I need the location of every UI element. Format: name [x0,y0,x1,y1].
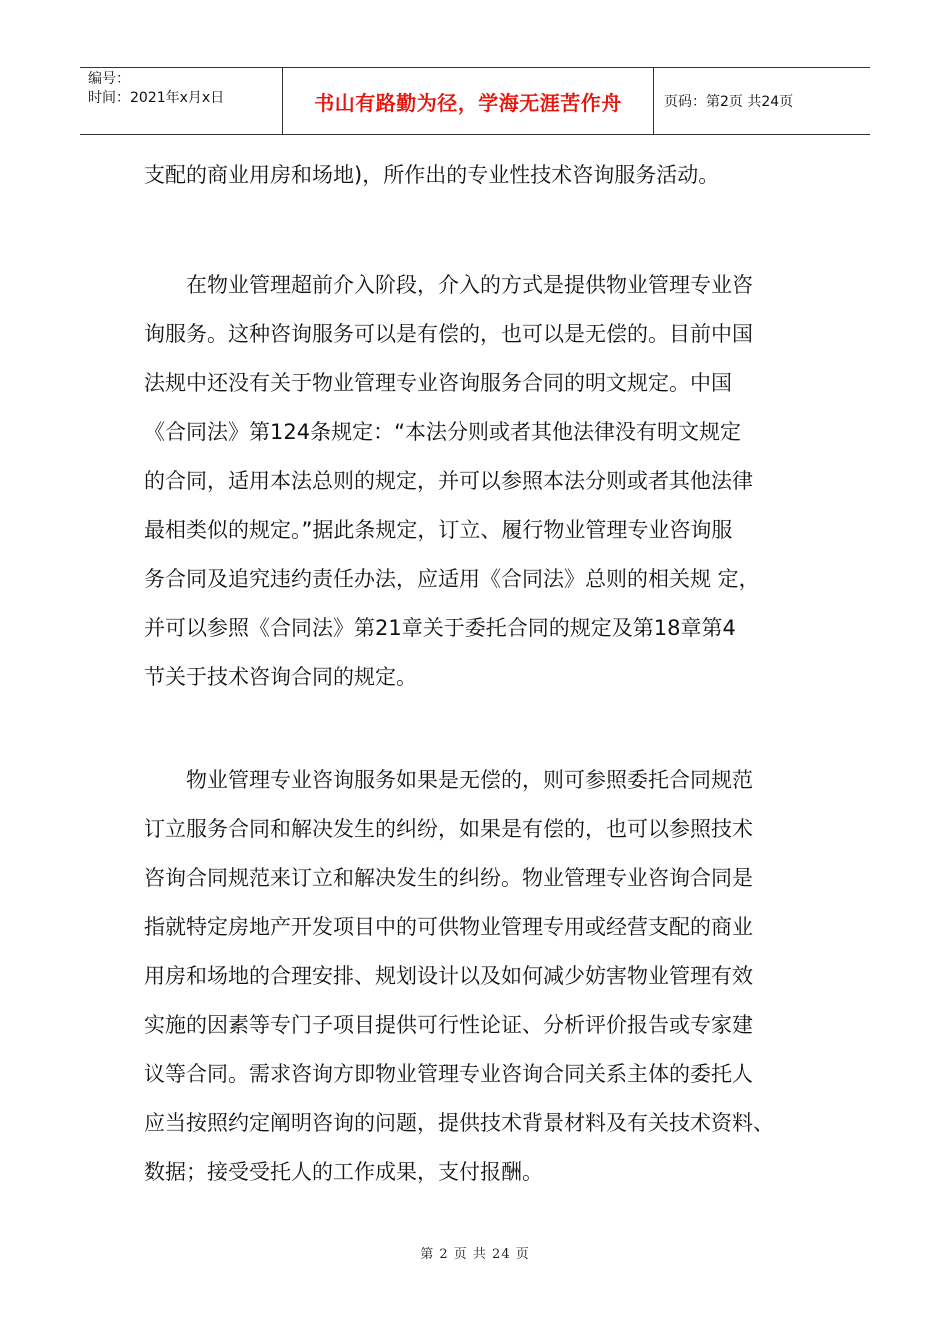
text-line: 议等合同。需求咨询方即物业管理专业咨询合同关系主体的委托人 [144,1062,753,1086]
text-line: 订立服务合同和解决发生的纠纷，如果是有偿的，也可以参照技术 [144,817,753,841]
text-line: 支配的商业用房和场地)，所作出的专业性技术咨询服务活动。 [144,163,720,187]
text-line: 并可以参照《合同法》第21章关于委托合同的规定及第18章第4 [144,616,736,640]
date-label: 时间：2021年x月x日 [88,90,225,106]
text-line: 数据；接受受托人的工作成果，支付报酬。 [144,1160,543,1184]
header-motto-cell [282,68,654,134]
text-line: 物业管理专业咨询服务如果是无偿的，则可参照委托合同规范 [144,768,753,792]
page-info: 页码：第2页 共24页 [664,94,794,110]
page-header [80,67,870,135]
text-line: 最相类似的规定。”据此条规定，订立、履行物业管理专业咨询服 [144,518,733,542]
text-line: 在物业管理超前介入阶段，介入的方式是提供物业管理专业咨 [144,273,753,297]
motto-text: 书山有路勤为径，学海无涯苦作舟 [314,90,622,115]
header-meta [80,68,282,134]
text-line: 咨询合同规范来订立和解决发生的纠纷。物业管理专业咨询合同是 [144,866,753,890]
page-footer [0,1243,950,1262]
text-line: 的合同，适用本法总则的规定，并可以参照本法分则或者其他法律 [144,469,753,493]
text-line: 务合同及追究违约责任办法，应适用《合同法》总则的相关规 定， [144,567,760,591]
text-line: 实施的因素等专门子项目提供可行性论证、分析评价报告或专家建 [144,1013,753,1037]
text-line: 节关于技术咨询合同的规定。 [144,665,417,689]
text-line: 《合同法》第124条规定：“本法分则或者其他法律没有明文规定 [144,420,741,444]
footer-page-number: 第 2 页 共 24 页 [420,1247,530,1262]
text-line: 指就特定房地产开发项目中的可供物业管理专用或经营支配的商业 [144,915,753,939]
text-line: 询服务。这种咨询服务可以是有偿的，也可以是无偿的。目前中国 [144,322,753,346]
text-line: 应当按照约定阐明咨询的问题，提供技术背景材料及有关技术资料、 [144,1111,774,1135]
header-page-info-cell [654,68,870,134]
code-label: 编号： [88,71,130,87]
text-line: 用房和场地的合理安排、规划设计以及如何减少妨害物业管理有效 [144,964,753,988]
text-line: 法规中还没有关于物业管理专业咨询服务合同的明文规定。中国 [144,371,732,395]
